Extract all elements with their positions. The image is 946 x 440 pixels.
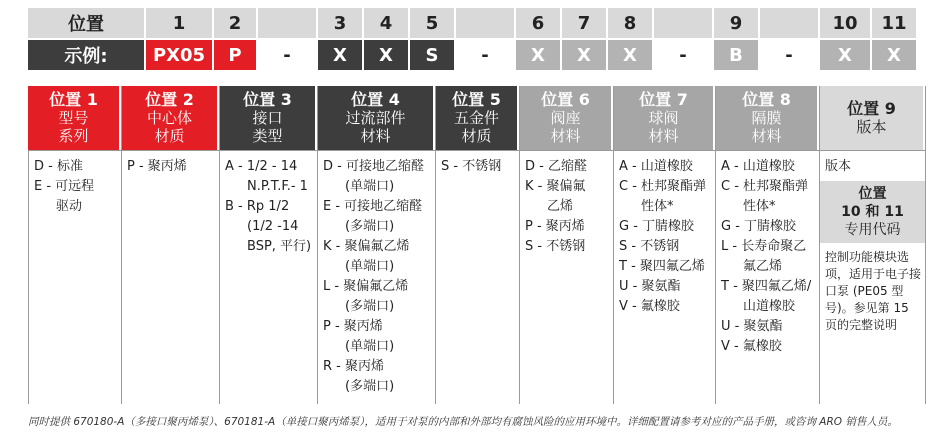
option-item: 山道橡胶	[743, 299, 796, 314]
position-number-row	[28, 8, 918, 38]
option-item: BSP, 平行)	[247, 239, 312, 254]
header-position: 位置 9	[847, 99, 896, 118]
column-header	[820, 86, 925, 150]
column-header	[614, 86, 715, 150]
column-options	[520, 150, 613, 404]
option-item: 驱动	[56, 199, 83, 214]
example-code-1: PX05	[146, 40, 214, 70]
option-item: D - 乙缩醛	[525, 159, 587, 174]
column-options	[436, 150, 519, 404]
header-line-3: 材质	[154, 127, 185, 145]
model-code-strip	[28, 8, 918, 70]
position-11: 11	[872, 8, 918, 38]
example-code-6: X	[516, 40, 562, 70]
position-4: 4	[364, 8, 410, 38]
header-line-3: 材料	[648, 127, 679, 145]
column-header	[318, 86, 435, 150]
option-item: P - 聚丙烯	[525, 219, 585, 234]
header-line-2: 隔膜	[751, 109, 782, 127]
option-item: T - 聚四氟乙烯	[619, 259, 705, 274]
option-item: S - 不锈钢	[525, 239, 586, 254]
footnote: 同时提供 670180-A（多接口聚丙烯泵）、670181-A（单接口聚丙烯泵），适用于对泵的内部和外部均有腐蚀风险的应用环境中。详细配置请参考对应的产品手册，或咨询 ARO 销售人员。	[28, 416, 898, 428]
column-header	[520, 86, 613, 150]
option-item: C - 杜邦聚酯弹	[619, 179, 707, 194]
option-item: E - 可远程	[34, 179, 95, 194]
column-header	[436, 86, 519, 150]
column-position-7	[614, 86, 716, 404]
header-line-2: 球阀	[648, 109, 679, 127]
option-item: U - 聚氨酯	[721, 319, 783, 334]
example-code-3: X	[318, 40, 364, 70]
position-spacer	[760, 8, 820, 38]
example-dash: -	[760, 40, 820, 70]
option-item: (1/2 -14	[247, 219, 299, 234]
position-spacer	[654, 8, 714, 38]
subheader-title: 位置	[858, 186, 887, 202]
position-2: 2	[214, 8, 258, 38]
option-item: 氟乙烯	[743, 259, 783, 274]
header-line-2: 五金件	[453, 109, 499, 127]
column-options	[122, 150, 219, 404]
option-item: T - 聚四氟乙烯/	[721, 279, 812, 294]
column-position-6	[520, 86, 614, 404]
header-line-2: 中心体	[146, 109, 192, 127]
option-item: A - 山道橡胶	[721, 159, 795, 174]
example-code-8: X	[608, 40, 654, 70]
column-position-5	[436, 86, 520, 404]
header-line-2: 接口	[252, 109, 283, 127]
option-item: C - 杜邦聚酯弹	[721, 179, 809, 194]
header-position: 位置 3	[243, 90, 292, 109]
option-item: (多端口)	[345, 379, 395, 394]
column-position-2	[122, 86, 220, 404]
subheader-title-2: 10 和 11	[841, 204, 904, 220]
option-item: (单端口)	[345, 179, 395, 194]
option-item: (单端口)	[345, 259, 395, 274]
position-6: 6	[516, 8, 562, 38]
option-item: V - 氟橡胶	[619, 299, 680, 314]
option-item: K - 聚偏氟	[525, 179, 586, 194]
position-7: 7	[562, 8, 608, 38]
column-position-8	[716, 86, 820, 404]
example-row	[28, 40, 918, 70]
header-position: 位置 2	[145, 90, 194, 109]
column-position-9	[820, 86, 926, 404]
option-item: P - 聚丙烯	[127, 159, 187, 174]
position-9: 9	[714, 8, 760, 38]
position-8: 8	[608, 8, 654, 38]
column-header	[220, 86, 317, 150]
option-item: A - 山道橡胶	[619, 159, 693, 174]
position-1: 1	[146, 8, 214, 38]
header-line-3: 版本	[856, 118, 887, 136]
column-position-4	[318, 86, 436, 404]
example-label: 示例:	[28, 40, 146, 70]
option-item: B - Rp 1/2	[225, 199, 290, 214]
example-code-7: X	[562, 40, 608, 70]
example-code-2: P	[214, 40, 258, 70]
column-position-1	[28, 86, 122, 404]
column-options	[614, 150, 715, 404]
position-10-11-subheader	[820, 181, 925, 243]
column-options	[820, 150, 925, 404]
column-options	[28, 150, 121, 404]
option-table	[28, 86, 926, 404]
subheader-title-3: 专用代码	[844, 222, 901, 238]
header-position: 位置 8	[742, 90, 791, 109]
example-code-10: X	[820, 40, 872, 70]
header-line-3: 材料	[360, 127, 391, 145]
option-item: N.P.T.F.- 1	[247, 179, 308, 194]
option-item: G - 丁腈橡胶	[619, 219, 695, 234]
option-item: 版本	[825, 159, 852, 174]
header-position: 位置 4	[351, 90, 400, 109]
header-position: 位置 1	[49, 90, 98, 109]
option-item: L - 长寿命聚乙	[721, 239, 807, 254]
header-position: 位置 5	[452, 90, 501, 109]
option-item: R - 聚丙烯	[323, 359, 384, 374]
example-code-4: X	[364, 40, 410, 70]
header-line-3: 类型	[252, 127, 283, 145]
option-item: E - 可接地乙缩醛	[323, 199, 423, 214]
option-item: 性体*	[641, 199, 674, 214]
option-item: V - 氟橡胶	[721, 339, 782, 354]
header-line-2: 过流部件	[345, 109, 406, 127]
position-10: 10	[820, 8, 872, 38]
header-position: 位置 7	[639, 90, 688, 109]
position-5: 5	[410, 8, 456, 38]
header-line-2: 型号	[58, 109, 89, 127]
option-item: D - 可接地乙缩醛	[323, 159, 424, 174]
column-header	[28, 86, 121, 150]
header-line-3: 系列	[58, 127, 89, 145]
control-module-note: 控制功能模块选项，适用于电子接口泵 (PE05 型号)。参见第 15 页的完整说明	[825, 250, 922, 332]
example-code-11: X	[872, 40, 918, 70]
option-item: (单端口)	[345, 339, 395, 354]
header-position: 位置 6	[541, 90, 590, 109]
example-code-5: S	[410, 40, 456, 70]
header-line-2: 阀座	[550, 109, 581, 127]
example-dash: -	[258, 40, 318, 70]
example-dash: -	[456, 40, 516, 70]
column-header	[716, 86, 819, 150]
option-item: S - 不锈钢	[441, 159, 502, 174]
position-spacer	[258, 8, 318, 38]
option-item: 乙烯	[547, 199, 574, 214]
header-line-3: 材料	[751, 127, 782, 145]
option-item: U - 聚氨酯	[619, 279, 681, 294]
position-spacer	[456, 8, 516, 38]
option-item: (多端口)	[345, 219, 395, 234]
example-code-9: B	[714, 40, 760, 70]
option-item: P - 聚丙烯	[323, 319, 383, 334]
column-position-3	[220, 86, 318, 404]
option-item: (多端口)	[345, 299, 395, 314]
column-options	[318, 150, 435, 404]
column-options	[220, 150, 317, 404]
option-item: D - 标准	[34, 159, 83, 174]
position-3: 3	[318, 8, 364, 38]
option-item: L - 聚偏氟乙烯	[323, 279, 409, 294]
column-options	[716, 150, 819, 404]
option-item: S - 不锈钢	[619, 239, 680, 254]
option-item: G - 丁腈橡胶	[721, 219, 797, 234]
header-line-3: 材料	[550, 127, 581, 145]
example-dash: -	[654, 40, 714, 70]
option-item: 性体*	[743, 199, 776, 214]
option-item: A - 1/2 - 14	[225, 159, 298, 174]
position-label: 位置	[28, 8, 146, 38]
option-item: K - 聚偏氟乙烯	[323, 239, 410, 254]
column-header	[122, 86, 219, 150]
header-line-3: 材质	[461, 127, 492, 145]
